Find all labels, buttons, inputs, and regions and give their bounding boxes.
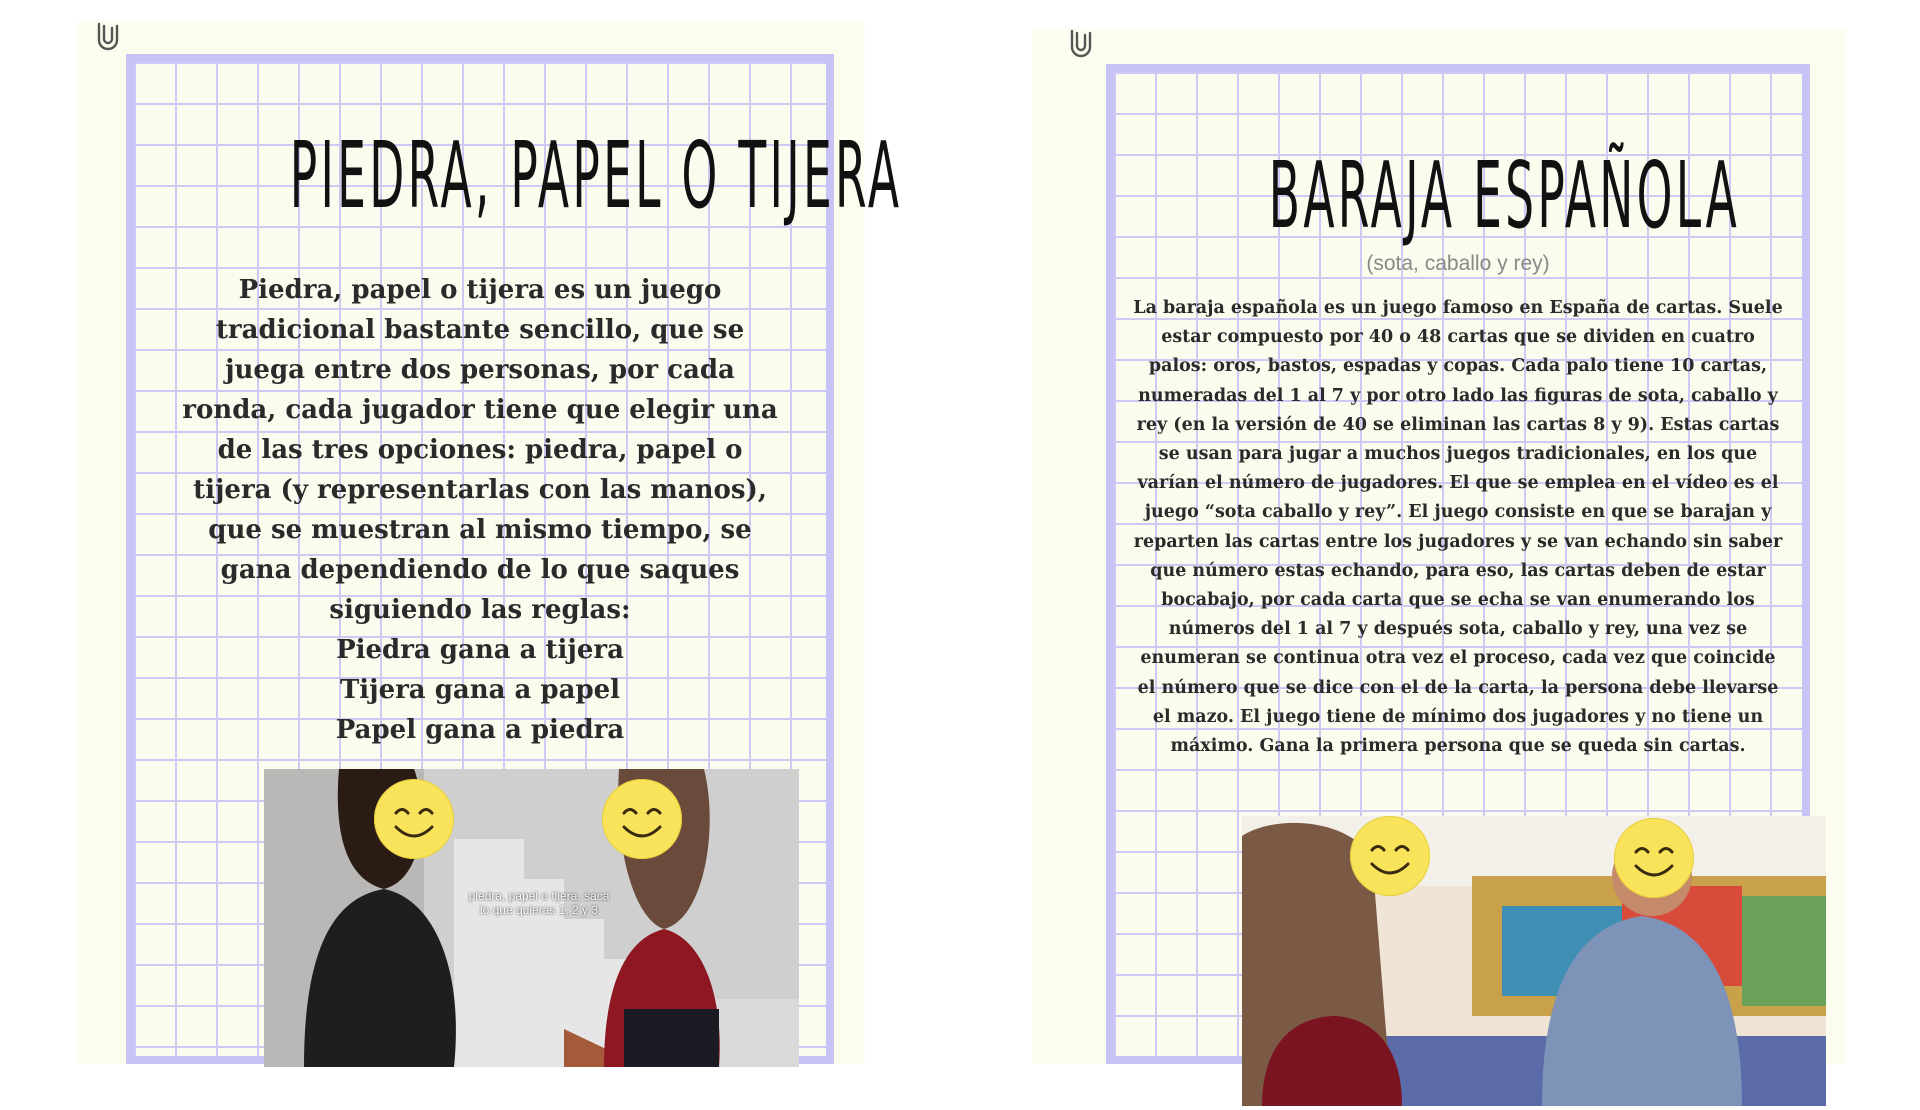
rule-2: Tijera gana a papel bbox=[339, 675, 621, 705]
video-caption: piedra, papel o tijera, saca lo que quieras 1, 2 y 3 bbox=[468, 889, 610, 917]
card-baraja-espanola bbox=[1033, 29, 1845, 1064]
card-title: BARAJA ESPAÑOLA bbox=[1268, 142, 1741, 249]
scene-illustration bbox=[1242, 816, 1826, 1106]
grid-frame bbox=[1106, 64, 1810, 1064]
smiley-emoji-icon bbox=[1350, 816, 1430, 896]
rule-3: Papel gana a piedra bbox=[335, 715, 625, 745]
card-body: La baraja española es un juego famoso en España de cartas. Suele estar compuesto por 40 o 48 cartas que se dividen en cuatro palos: oros, bastos, espadas y copas. Cada palo tiene 10 cartas, numeradas del 1 al 7 y por otro lado las figuras de sota, caballo y rey (en la versión de 40 se eliminan las cartas 8 y 9). Estas cartas se usan para jugar a muchos juegos tradicionales, en los que varían el número de jugadores. El que se emplea en el vídeo es el juego “sota caballo y rey”. El juego consiste en que se barajan y reparten las cartas entre los jugadores y se van echando sin saber que número estas echando, para eso, las cartas deben de estar bocabajo, por cada carta que se echa se van enumerando los números del 1 al 7 y después sota, caballo y rey, una vez se enumeran se continua otra vez el proceso, cada vez que coincide el número que se dice con el de la carta, la persona debe llevarse el mazo. El juego tiene de mínimo dos jugadores y no tiene un máximo. Gana la primera persona que se queda sin cartas. bbox=[1133, 298, 1783, 757]
card-piedra-papel-tijera bbox=[76, 22, 903, 1064]
smiley-emoji-icon bbox=[374, 779, 454, 859]
rule-1: Piedra gana a tijera bbox=[336, 635, 624, 665]
video-thumbnail bbox=[264, 769, 799, 1067]
scene-illustration bbox=[264, 769, 799, 1067]
grid-frame bbox=[126, 54, 903, 1064]
smiley-emoji-icon bbox=[602, 779, 682, 859]
card-subtitle: (sota, caballo y rey) bbox=[1366, 252, 1550, 275]
paperclip-icon bbox=[94, 22, 122, 52]
paperclip-icon bbox=[1067, 29, 1095, 59]
body-paragraph: Piedra, papel o tijera es un juego tradicional bastante sencillo, que se juega entre dos personas, por cada ronda, cada jugador tiene que elegir una de las tres opciones: piedra, papel o tijera (y representarlas con las manos), que se muestran al mismo tiempo, se gana dependiendo de lo que saques siguiendo las reglas: bbox=[182, 275, 778, 625]
card-body bbox=[174, 270, 786, 750]
video-thumbnail bbox=[1242, 816, 1826, 1106]
card-title: PIEDRA, PAPEL O TIJERA bbox=[289, 122, 903, 229]
smiley-emoji-icon bbox=[1614, 818, 1694, 898]
